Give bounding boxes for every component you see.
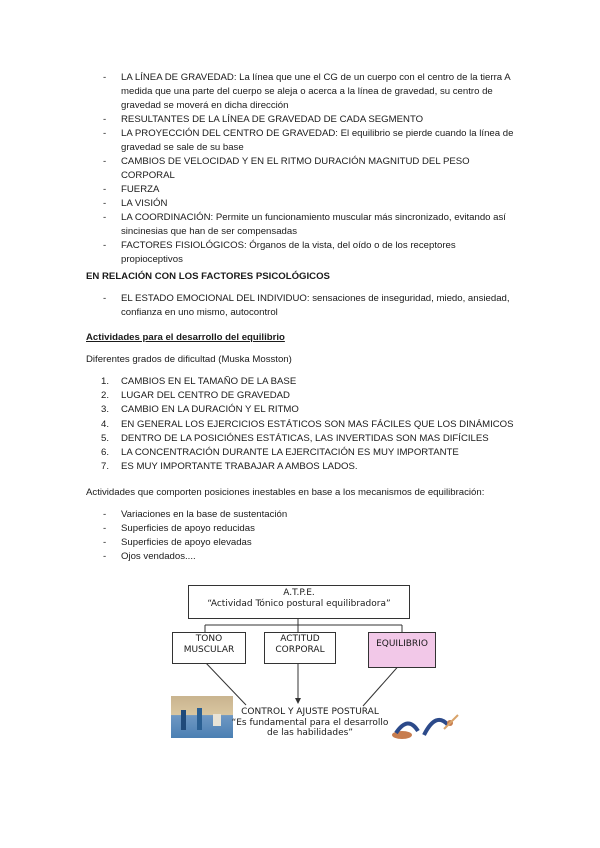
tono-muscular-box: TONO MUSCULAR bbox=[172, 632, 246, 664]
atpe-box bbox=[188, 585, 410, 619]
equilibrio-box: EQUILIBRIO bbox=[368, 632, 436, 668]
psychological-heading: EN RELACIÓN CON LOS FACTORES PSICOLÓGICOS bbox=[86, 271, 330, 282]
atpe-subtitle: “Actividad Tónico postural equilibradora” bbox=[207, 598, 391, 609]
list-item: - FACTORES FISIOLÓGICOS: Órganos de la vista, del oído o de los receptores propioceptivos bbox=[0, 239, 600, 267]
activities-intro: Actividades que comporten posiciones inestables en base a los mecanismos de equilibración: bbox=[86, 487, 485, 498]
list-item: 6. LA CONCENTRACIÓN DURANTE LA EJERCITACIÓN ES MUY IMPORTANTE bbox=[101, 447, 459, 459]
control-title: CONTROL Y AJUSTE POSTURAL bbox=[241, 707, 379, 717]
list-item: - Variaciones en la base de sustentación bbox=[0, 508, 600, 522]
psychological-list bbox=[0, 292, 600, 320]
list-item: 1. CAMBIOS EN EL TAMAÑO DE LA BASE bbox=[101, 376, 297, 387]
list-item: - LA COORDINACIÓN: Permite un funcionamiento muscular más sincronizado, evitando así sincinesias que han de ser compensadas bbox=[0, 211, 600, 239]
list-item: 7. ES MUY IMPORTANTE TRABAJAR A AMBOS LADOS. bbox=[101, 461, 358, 473]
list-item: 5. DENTRO DE LA POSICIÓNES ESTÁTICAS, LAS INVERTIDAS SON MAS DIFÍCILES bbox=[101, 432, 489, 444]
list-item: - Superficies de apoyo elevadas bbox=[0, 536, 600, 550]
actitud-corporal-box: ACTITUD CORPORAL bbox=[264, 632, 336, 664]
gymnast-figures bbox=[388, 705, 468, 745]
control-quote: “Es fundamental para el desarrollo de las habilidades” bbox=[231, 717, 389, 738]
list-item: - LA LÍNEA DE GRAVEDAD: La línea que une el CG de un cuerpo con el centro de la tierra A medida que una parte del cuerpo se aleja o acerca a la línea de gravedad, su centro de gravedad se moverá en dicha dirección bbox=[0, 71, 600, 113]
list-item: - FUERZA bbox=[0, 183, 600, 197]
list-item: - Superficies de apoyo reducidas bbox=[0, 522, 600, 536]
control-postural-text bbox=[230, 707, 390, 739]
balance-factors-list bbox=[0, 71, 600, 267]
list-item: 4. EN GENERAL LOS EJERCICIOS ESTÁTICOS SON MAS FÁCILES QUE LOS DINÁMICOS bbox=[101, 418, 514, 430]
list-item: - CAMBIOS DE VELOCIDAD Y EN EL RITMO DURACIÓN MAGNITUD DEL PESO CORPORAL bbox=[0, 155, 600, 183]
atpe-title: A.T.P.E. bbox=[283, 588, 315, 598]
list-item: 2. LUGAR DEL CENTRO DE GRAVEDAD bbox=[101, 390, 290, 402]
list-item: 3. CAMBIO EN LA DURACIÓN Y EL RITMO bbox=[101, 404, 299, 416]
activities-heading: Actividades para el desarrollo del equilibrio bbox=[86, 332, 285, 343]
list-item: - EL ESTADO EMOCIONAL DEL INDIVIDUO: sensaciones de inseguridad, miedo, ansiedad, confianza en uno mismo, autocontrol bbox=[0, 292, 600, 320]
atpe-diagram bbox=[168, 580, 468, 760]
difficulty-list bbox=[0, 375, 600, 474]
list-item: - LA VISIÓN bbox=[0, 197, 600, 211]
list-item: - LA PROYECCIÓN DEL CENTRO DE GRAVEDAD: El equilibrio se pierde cuando la línea de gravedad se sale de su base bbox=[0, 127, 600, 155]
list-item: - RESULTANTES DE LA LÍNEA DE GRAVEDAD DE CADA SEGMENTO bbox=[0, 113, 600, 127]
list-item: - Ojos vendados.... bbox=[0, 550, 600, 564]
activities-list bbox=[0, 508, 600, 564]
difficulty-text: Diferentes grados de dificultad (Muska Mosston) bbox=[86, 354, 292, 365]
gym-photo bbox=[171, 696, 233, 738]
